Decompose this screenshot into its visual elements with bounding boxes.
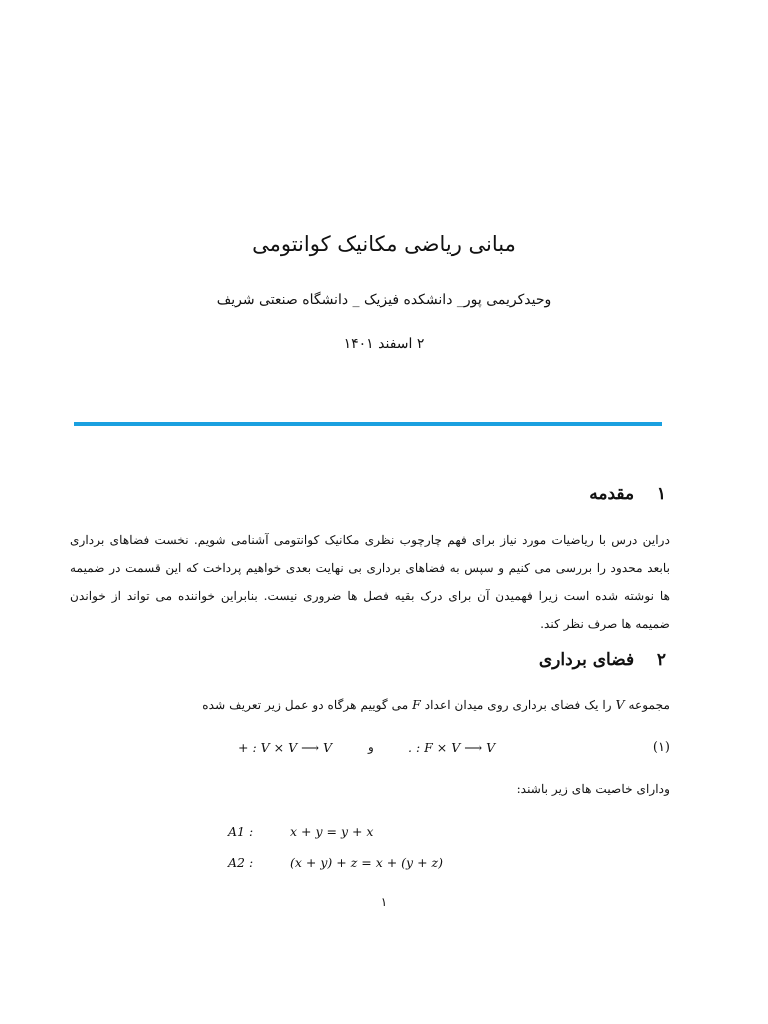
section-title: فضای برداری: [538, 650, 635, 670]
axiom-formula: (x + y) + z = x + (y + z): [290, 855, 444, 870]
equation-number: (۱): [652, 740, 670, 755]
properties-intro: ودارای خاصیت های زیر باشند:: [516, 782, 670, 796]
section-title: مقدمه: [589, 484, 635, 504]
axiom-label: A1 :: [228, 824, 254, 839]
definition-text-2: را یک فضای برداری روی میدان اعداد: [424, 698, 612, 712]
variable-f: F: [412, 697, 421, 712]
section-number: ۲: [656, 650, 666, 670]
document-date: ۲ اسفند ۱۴۰۱: [343, 336, 425, 352]
equation-1: [0, 738, 768, 760]
introduction-paragraph: دراین درس با ریاضیات مورد نیاز برای فهم چارچوب نظری مکانیک کوانتومی آشنامی شویم. نخست فضاهای برداری بابعد محدود را بررسی می کنیم و سپس به فضاهای برداری بی نهایت بعدی خواهیم پرداخت که این قسمت در ضمیمه ها نوشته شده است زیرا فهمیدن آن برای درک بقیه فصل ها ضروری نیست. بنابراین خواننده می تواند از خواندن ضمیمه ها صرف نظر کند.: [70, 533, 670, 631]
section-heading-vector-space: [539, 650, 666, 670]
axiom-label: A2 :: [228, 855, 254, 870]
variable-v: V: [615, 697, 625, 712]
equation-scalar-multiplication: . : F × V ⟶ V: [408, 740, 496, 755]
definition-text-3: می گوییم هرگاه دو عمل زیر تعریف شده: [202, 698, 409, 712]
title-divider: [74, 422, 662, 426]
document-title: مبانی ریاضی مکانیک کوانتومی: [252, 232, 516, 256]
vector-space-definition: [202, 697, 670, 712]
equation-addition: + : V × V ⟶ V: [238, 740, 333, 755]
axiom-formula: x + y = y + x: [290, 824, 374, 839]
page-number: ۱: [380, 895, 388, 909]
section-number: ۱: [656, 484, 666, 504]
section-heading-introduction: [589, 484, 666, 504]
definition-text-1: مجموعه: [628, 698, 670, 712]
document-author: وحیدکریمی پور_ دانشکده فیزیک _ دانشگاه صنعتی شریف: [216, 292, 552, 308]
equation-conjunction: و: [368, 740, 374, 754]
